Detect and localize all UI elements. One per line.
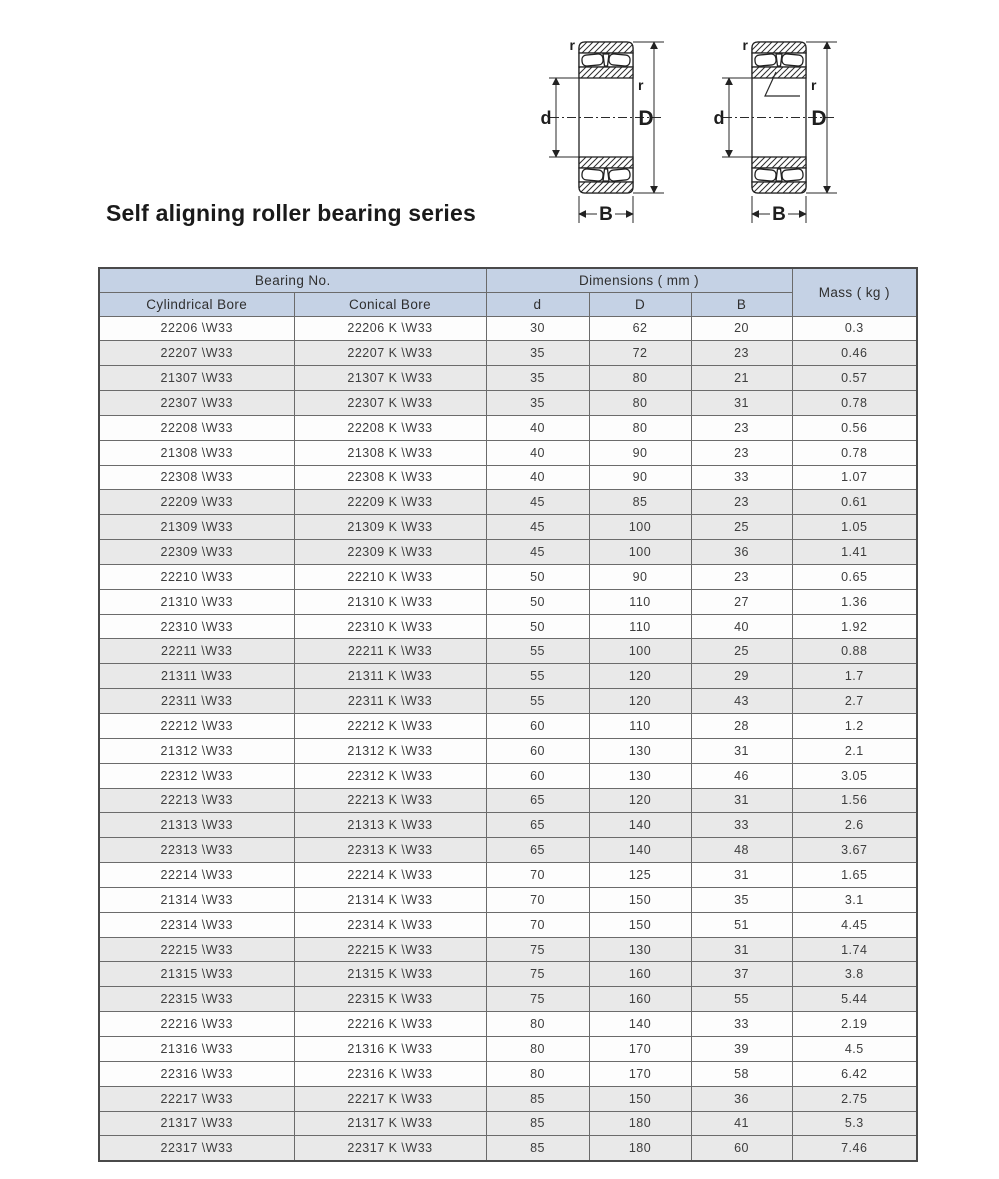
cell-D: 120: [589, 689, 691, 714]
table-row: [99, 614, 917, 639]
cell-cyl: 21313 \W33: [99, 813, 294, 838]
cell-con: 21311 K \W33: [294, 664, 486, 689]
cell-B: 29: [691, 664, 792, 689]
table-row: [99, 987, 917, 1012]
cell-cyl: 22317 \W33: [99, 1136, 294, 1161]
table-row: [99, 813, 917, 838]
table-row: [99, 1012, 917, 1037]
cell-con: 22215 K \W33: [294, 937, 486, 962]
cell-D: 150: [589, 887, 691, 912]
cell-mass: 2.75: [792, 1086, 917, 1111]
header-bearing-no: Bearing No.: [99, 268, 486, 292]
header-mass: Mass ( kg ): [792, 268, 917, 316]
cell-D: 110: [589, 589, 691, 614]
cell-cyl: 21316 \W33: [99, 1036, 294, 1061]
table-row: [99, 1061, 917, 1086]
cell-D: 80: [589, 366, 691, 391]
table-row: [99, 1036, 917, 1061]
table-row: [99, 838, 917, 863]
cell-B: 39: [691, 1036, 792, 1061]
header-conical-bore: Conical Bore: [294, 292, 486, 316]
cell-mass: 1.92: [792, 614, 917, 639]
cell-mass: 2.7: [792, 689, 917, 714]
cell-B: 40: [691, 614, 792, 639]
table-row: [99, 788, 917, 813]
cell-B: 31: [691, 863, 792, 888]
cell-con: 22312 K \W33: [294, 763, 486, 788]
cell-d: 85: [486, 1111, 589, 1136]
cell-cyl: 22307 \W33: [99, 391, 294, 416]
bearing-cross-section-svg: [525, 8, 895, 244]
cell-mass: 3.1: [792, 887, 917, 912]
cell-mass: 0.46: [792, 341, 917, 366]
cell-cyl: 21308 \W33: [99, 440, 294, 465]
cell-B: 23: [691, 564, 792, 589]
cell-con: 22211 K \W33: [294, 639, 486, 664]
cell-mass: 1.7: [792, 664, 917, 689]
table-row: [99, 912, 917, 937]
cell-cyl: 22209 \W33: [99, 490, 294, 515]
cell-B: 27: [691, 589, 792, 614]
cell-con: 21316 K \W33: [294, 1036, 486, 1061]
cell-d: 50: [486, 614, 589, 639]
cell-mass: 2.6: [792, 813, 917, 838]
table-row: [99, 490, 917, 515]
cell-D: 100: [589, 540, 691, 565]
table-row: [99, 1111, 917, 1136]
cell-D: 120: [589, 664, 691, 689]
bearing-spec-table: [98, 267, 918, 1162]
cell-cyl: 22312 \W33: [99, 763, 294, 788]
cell-d: 55: [486, 689, 589, 714]
cell-B: 48: [691, 838, 792, 863]
cell-B: 37: [691, 962, 792, 987]
cell-mass: 4.5: [792, 1036, 917, 1061]
cell-mass: 7.46: [792, 1136, 917, 1161]
cell-d: 60: [486, 738, 589, 763]
cell-B: 23: [691, 341, 792, 366]
header-cylindrical-bore: Cylindrical Bore: [99, 292, 294, 316]
cell-D: 80: [589, 391, 691, 416]
cell-d: 85: [486, 1136, 589, 1161]
cell-cyl: 21307 \W33: [99, 366, 294, 391]
cell-cyl: 21314 \W33: [99, 887, 294, 912]
cell-con: 22206 K \W33: [294, 316, 486, 341]
cell-cyl: 22211 \W33: [99, 639, 294, 664]
cell-B: 55: [691, 987, 792, 1012]
cell-d: 65: [486, 813, 589, 838]
cell-mass: 0.61: [792, 490, 917, 515]
table-row: [99, 391, 917, 416]
bearing-diagrams: [525, 8, 895, 244]
cell-B: 33: [691, 1012, 792, 1037]
table-row: [99, 465, 917, 490]
cell-con: 21317 K \W33: [294, 1111, 486, 1136]
cell-con: 22208 K \W33: [294, 415, 486, 440]
cell-D: 120: [589, 788, 691, 813]
cell-D: 80: [589, 415, 691, 440]
cell-cyl: 22210 \W33: [99, 564, 294, 589]
cell-B: 31: [691, 788, 792, 813]
table-row: [99, 714, 917, 739]
cell-D: 130: [589, 738, 691, 763]
cell-mass: 6.42: [792, 1061, 917, 1086]
cell-D: 85: [589, 490, 691, 515]
table-row: [99, 664, 917, 689]
cell-D: 140: [589, 813, 691, 838]
table-row: [99, 1086, 917, 1111]
cell-D: 130: [589, 763, 691, 788]
cell-B: 25: [691, 639, 792, 664]
cell-d: 50: [486, 564, 589, 589]
cell-mass: 2.1: [792, 738, 917, 763]
cell-d: 80: [486, 1012, 589, 1037]
cell-D: 100: [589, 639, 691, 664]
cell-cyl: 21317 \W33: [99, 1111, 294, 1136]
cell-B: 41: [691, 1111, 792, 1136]
cell-con: 21309 K \W33: [294, 515, 486, 540]
cell-d: 50: [486, 589, 589, 614]
cell-d: 75: [486, 987, 589, 1012]
cell-con: 21310 K \W33: [294, 589, 486, 614]
cell-B: 23: [691, 490, 792, 515]
cell-d: 75: [486, 937, 589, 962]
cell-cyl: 22311 \W33: [99, 689, 294, 714]
cell-mass: 4.45: [792, 912, 917, 937]
cell-D: 150: [589, 1086, 691, 1111]
cell-con: 22313 K \W33: [294, 838, 486, 863]
cell-D: 170: [589, 1036, 691, 1061]
table-row: [99, 887, 917, 912]
cell-d: 85: [486, 1086, 589, 1111]
cell-mass: 0.57: [792, 366, 917, 391]
cell-mass: 0.3: [792, 316, 917, 341]
cell-mass: 0.56: [792, 415, 917, 440]
cell-d: 65: [486, 788, 589, 813]
cell-con: 22207 K \W33: [294, 341, 486, 366]
cell-B: 31: [691, 738, 792, 763]
cell-B: 43: [691, 689, 792, 714]
header-col-D: D: [589, 292, 691, 316]
header-dimensions: Dimensions ( mm ): [486, 268, 792, 292]
cell-D: 110: [589, 614, 691, 639]
cell-con: 22213 K \W33: [294, 788, 486, 813]
cell-con: 22311 K \W33: [294, 689, 486, 714]
cell-cyl: 22206 \W33: [99, 316, 294, 341]
cell-D: 62: [589, 316, 691, 341]
cell-d: 60: [486, 714, 589, 739]
cell-B: 23: [691, 415, 792, 440]
table-row: [99, 366, 917, 391]
cell-B: 31: [691, 937, 792, 962]
cell-B: 35: [691, 887, 792, 912]
cell-d: 75: [486, 962, 589, 987]
cell-cyl: 21309 \W33: [99, 515, 294, 540]
cell-B: 28: [691, 714, 792, 739]
cell-con: 22209 K \W33: [294, 490, 486, 515]
cell-con: 22212 K \W33: [294, 714, 486, 739]
table-row: [99, 440, 917, 465]
cell-mass: 5.3: [792, 1111, 917, 1136]
cell-d: 40: [486, 465, 589, 490]
cell-cyl: 21312 \W33: [99, 738, 294, 763]
cell-cyl: 22212 \W33: [99, 714, 294, 739]
cell-con: 22315 K \W33: [294, 987, 486, 1012]
cell-D: 160: [589, 962, 691, 987]
cell-cyl: 22316 \W33: [99, 1061, 294, 1086]
cell-cyl: 22215 \W33: [99, 937, 294, 962]
cell-d: 45: [486, 540, 589, 565]
cell-D: 72: [589, 341, 691, 366]
cell-con: 21314 K \W33: [294, 887, 486, 912]
cell-con: 22309 K \W33: [294, 540, 486, 565]
table-row: [99, 415, 917, 440]
cell-cyl: 22313 \W33: [99, 838, 294, 863]
cell-d: 45: [486, 490, 589, 515]
table-row: [99, 937, 917, 962]
cell-mass: 3.05: [792, 763, 917, 788]
header-col-B: B: [691, 292, 792, 316]
cell-D: 180: [589, 1136, 691, 1161]
bearing-diagram-cylindrical-bore: [541, 37, 665, 225]
cell-mass: 1.05: [792, 515, 917, 540]
cell-d: 30: [486, 316, 589, 341]
cell-mass: 1.74: [792, 937, 917, 962]
cell-con: 21308 K \W33: [294, 440, 486, 465]
cell-B: 36: [691, 540, 792, 565]
cell-con: 22214 K \W33: [294, 863, 486, 888]
cell-D: 125: [589, 863, 691, 888]
table-row: [99, 962, 917, 987]
cell-con: 22308 K \W33: [294, 465, 486, 490]
cell-mass: 1.65: [792, 863, 917, 888]
cell-B: 33: [691, 813, 792, 838]
cell-d: 35: [486, 366, 589, 391]
cell-cyl: 22213 \W33: [99, 788, 294, 813]
cell-mass: 1.56: [792, 788, 917, 813]
cell-D: 140: [589, 838, 691, 863]
cell-D: 130: [589, 937, 691, 962]
cell-d: 35: [486, 391, 589, 416]
table-row: [99, 738, 917, 763]
cell-d: 80: [486, 1036, 589, 1061]
cell-B: 58: [691, 1061, 792, 1086]
cell-mass: 1.2: [792, 714, 917, 739]
cell-cyl: 22208 \W33: [99, 415, 294, 440]
cell-d: 55: [486, 664, 589, 689]
cell-d: 60: [486, 763, 589, 788]
cell-con: 21315 K \W33: [294, 962, 486, 987]
cell-d: 70: [486, 887, 589, 912]
bearing-diagram-conical-bore: [714, 37, 838, 225]
cell-mass: 3.8: [792, 962, 917, 987]
cell-B: 25: [691, 515, 792, 540]
table-row: [99, 515, 917, 540]
cell-mass: 0.78: [792, 440, 917, 465]
cell-d: 70: [486, 912, 589, 937]
cell-mass: 0.88: [792, 639, 917, 664]
table-row: [99, 589, 917, 614]
cell-B: 33: [691, 465, 792, 490]
cell-d: 45: [486, 515, 589, 540]
cell-cyl: 22214 \W33: [99, 863, 294, 888]
cell-d: 55: [486, 639, 589, 664]
cell-mass: 0.78: [792, 391, 917, 416]
cell-B: 20: [691, 316, 792, 341]
page-title: Self aligning roller bearing series: [106, 200, 477, 226]
table-row: [99, 689, 917, 714]
cell-B: 60: [691, 1136, 792, 1161]
cell-mass: 1.41: [792, 540, 917, 565]
cell-d: 65: [486, 838, 589, 863]
cell-B: 51: [691, 912, 792, 937]
cell-cyl: 22207 \W33: [99, 341, 294, 366]
table-row: [99, 763, 917, 788]
cell-con: 22216 K \W33: [294, 1012, 486, 1037]
cell-mass: 5.44: [792, 987, 917, 1012]
cell-cyl: 22217 \W33: [99, 1086, 294, 1111]
table-row: [99, 540, 917, 565]
cell-con: 22310 K \W33: [294, 614, 486, 639]
cell-mass: 2.19: [792, 1012, 917, 1037]
cell-d: 70: [486, 863, 589, 888]
cell-con: 22316 K \W33: [294, 1061, 486, 1086]
cell-mass: 1.07: [792, 465, 917, 490]
cell-D: 100: [589, 515, 691, 540]
cell-cyl: 22308 \W33: [99, 465, 294, 490]
table-row: [99, 863, 917, 888]
cell-con: 21313 K \W33: [294, 813, 486, 838]
cell-con: 21307 K \W33: [294, 366, 486, 391]
cell-d: 35: [486, 341, 589, 366]
table-row: [99, 341, 917, 366]
cell-B: 46: [691, 763, 792, 788]
cell-con: 22217 K \W33: [294, 1086, 486, 1111]
cell-D: 90: [589, 440, 691, 465]
cell-cyl: 21315 \W33: [99, 962, 294, 987]
table-row: [99, 639, 917, 664]
cell-B: 31: [691, 391, 792, 416]
cell-B: 36: [691, 1086, 792, 1111]
cell-con: 21312 K \W33: [294, 738, 486, 763]
cell-cyl: 22310 \W33: [99, 614, 294, 639]
header-col-d: d: [486, 292, 589, 316]
cell-d: 80: [486, 1061, 589, 1086]
table-body: [99, 316, 917, 1161]
cell-d: 40: [486, 440, 589, 465]
cell-B: 21: [691, 366, 792, 391]
cell-D: 150: [589, 912, 691, 937]
cell-D: 90: [589, 465, 691, 490]
cell-con: 22314 K \W33: [294, 912, 486, 937]
cell-cyl: 21310 \W33: [99, 589, 294, 614]
cell-con: 22210 K \W33: [294, 564, 486, 589]
cell-B: 23: [691, 440, 792, 465]
cell-cyl: 22309 \W33: [99, 540, 294, 565]
cell-D: 170: [589, 1061, 691, 1086]
cell-mass: 1.36: [792, 589, 917, 614]
cell-cyl: 21311 \W33: [99, 664, 294, 689]
cell-mass: 0.65: [792, 564, 917, 589]
cell-D: 180: [589, 1111, 691, 1136]
cell-con: 22307 K \W33: [294, 391, 486, 416]
cell-D: 110: [589, 714, 691, 739]
cell-d: 40: [486, 415, 589, 440]
cell-D: 90: [589, 564, 691, 589]
cell-mass: 3.67: [792, 838, 917, 863]
header-row-groups: [99, 268, 917, 292]
cell-con: 22317 K \W33: [294, 1136, 486, 1161]
cell-D: 140: [589, 1012, 691, 1037]
table-row: [99, 316, 917, 341]
cell-cyl: 22315 \W33: [99, 987, 294, 1012]
table-row: [99, 1136, 917, 1161]
table-row: [99, 564, 917, 589]
cell-cyl: 22216 \W33: [99, 1012, 294, 1037]
cell-cyl: 22314 \W33: [99, 912, 294, 937]
cell-D: 160: [589, 987, 691, 1012]
